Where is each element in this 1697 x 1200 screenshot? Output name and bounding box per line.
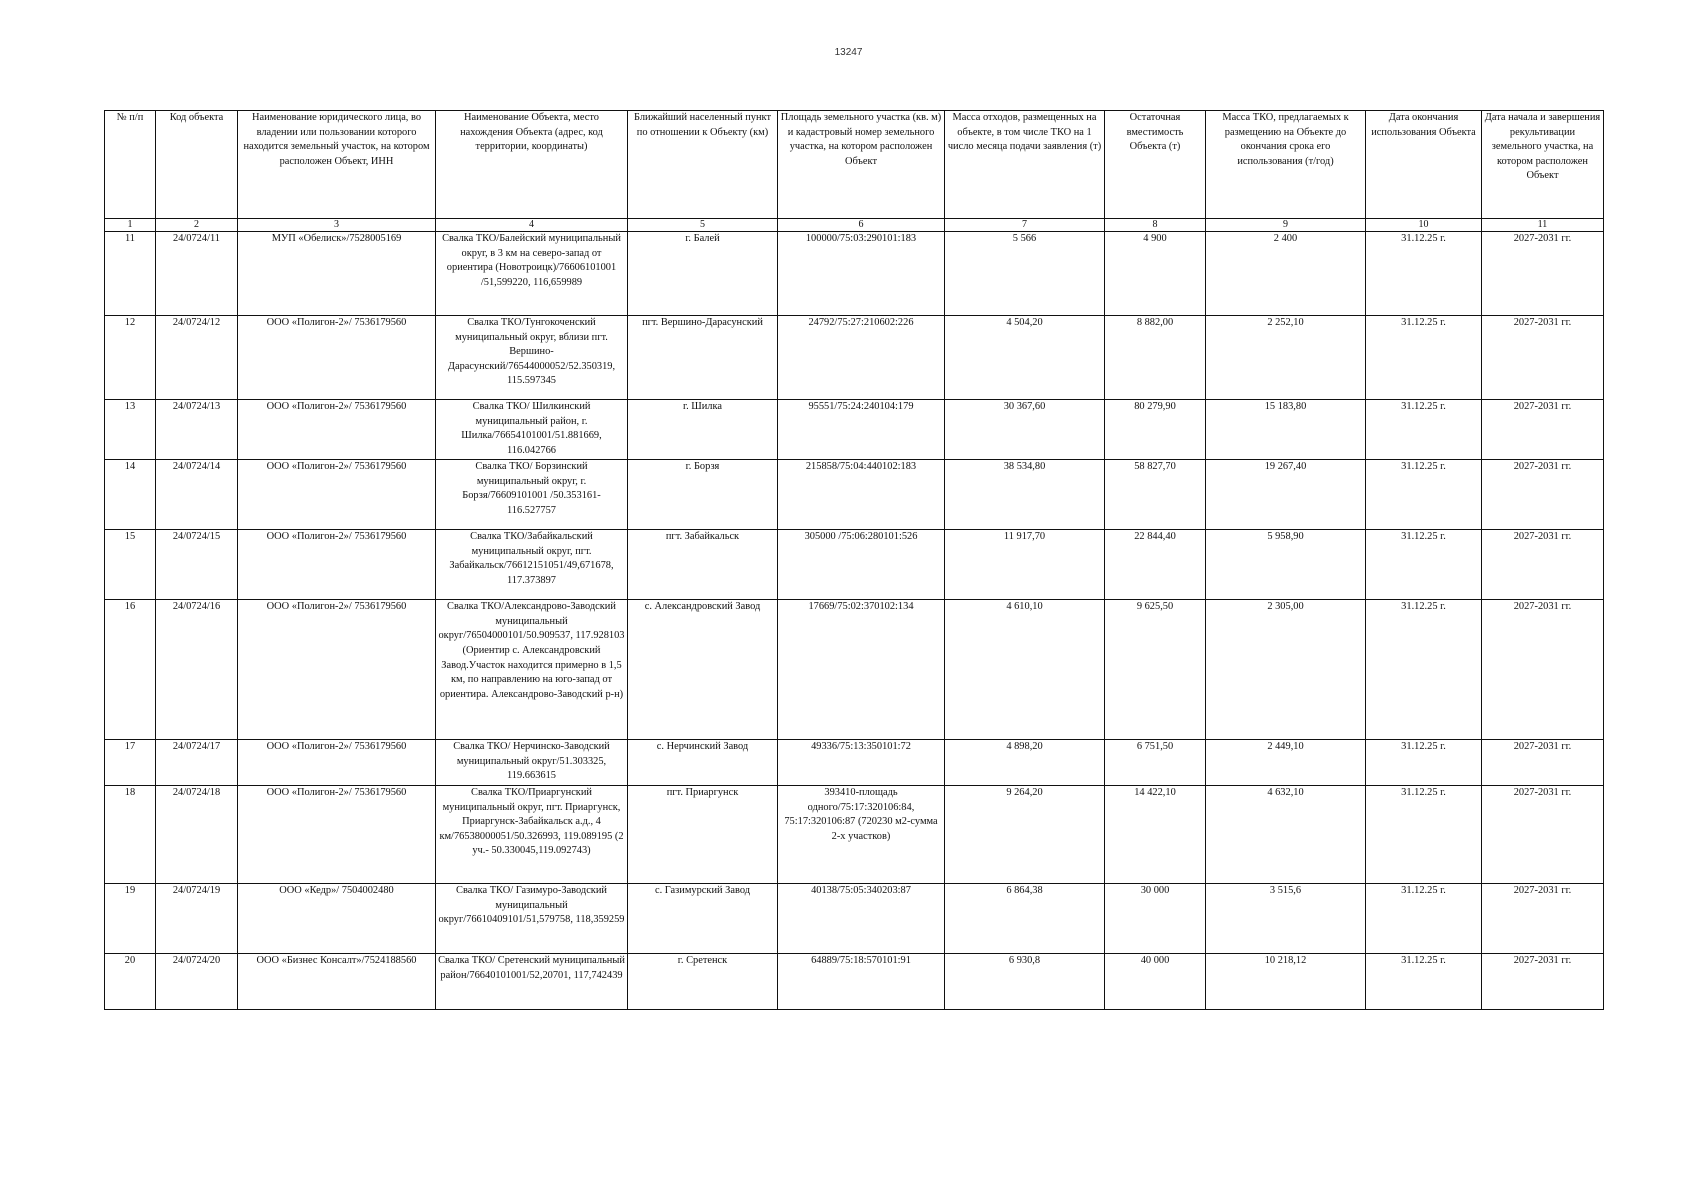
table-cell: ООО «Полигон-2»/ 7536179560 [238, 530, 436, 600]
table-cell: 31.12.25 г. [1366, 530, 1482, 600]
table-cell: ООО «Полигон-2»/ 7536179560 [238, 400, 436, 460]
table-cell: 24/0724/15 [156, 530, 238, 600]
table-cell: 17 [105, 740, 156, 786]
table-cell: г. Борзя [628, 460, 778, 530]
landfill-registry-table [104, 110, 1604, 1010]
table-cell: ООО «Бизнес Консалт»/7524188560 [238, 953, 436, 1009]
column-number: 8 [1105, 219, 1206, 232]
table-row [105, 232, 1604, 316]
table-body [105, 232, 1604, 1010]
table-cell: 2027-2031 гг. [1482, 530, 1604, 600]
page-number: 13247 [834, 47, 863, 58]
table-cell: ООО «Полигон-2»/ 7536179560 [238, 600, 436, 740]
table-cell: Свалка ТКО/ Нерчинско-Заводский муниципальный округ/51.303325, 119.663615 [436, 740, 628, 786]
table-cell: 6 751,50 [1105, 740, 1206, 786]
table-cell: 24/0724/17 [156, 740, 238, 786]
table-row [105, 883, 1604, 953]
table-header-row [105, 111, 1604, 219]
table-cell: 2027-2031 гг. [1482, 740, 1604, 786]
table-cell: с. Александровский Завод [628, 600, 778, 740]
table-cell: 3 515,6 [1206, 883, 1366, 953]
table-cell: 8 882,00 [1105, 316, 1206, 400]
table-cell: 2 400 [1206, 232, 1366, 316]
table-cell: 24/0724/12 [156, 316, 238, 400]
table-cell: 16 [105, 600, 156, 740]
table-cell: МУП «Обелиск»/7528005169 [238, 232, 436, 316]
table-cell: 10 218,12 [1206, 953, 1366, 1009]
table-row [105, 400, 1604, 460]
table-cell: 18 [105, 785, 156, 883]
table-cell: 2027-2031 гг. [1482, 316, 1604, 400]
column-header: Наименование Объекта, место нахождения Объекта (адрес, код территории, координаты) [436, 111, 628, 219]
column-number: 3 [238, 219, 436, 232]
table-cell: 6 930,8 [945, 953, 1105, 1009]
table-cell: 22 844,40 [1105, 530, 1206, 600]
table-cell: 6 864,38 [945, 883, 1105, 953]
table-cell: ООО «Кедр»/ 7504002480 [238, 883, 436, 953]
table-cell: 2027-2031 гг. [1482, 883, 1604, 953]
column-header: № п/п [105, 111, 156, 219]
table-cell: ООО «Полигон-2»/ 7536179560 [238, 316, 436, 400]
table-cell: 2027-2031 гг. [1482, 460, 1604, 530]
table-cell: Свалка ТКО/ Газимуро-Заводский муниципальный округ/76610409101/51,579758, 118,359259 [436, 883, 628, 953]
table-cell: 31.12.25 г. [1366, 785, 1482, 883]
table-cell: 9 625,50 [1105, 600, 1206, 740]
table-cell: 393410-площадь одного/75:17:320106:84, 75:17:320106:87 (720230 м2-сумма 2-х участков) [778, 785, 945, 883]
table-cell: 31.12.25 г. [1366, 232, 1482, 316]
table-cell: 24/0724/11 [156, 232, 238, 316]
table-cell: 2027-2031 гг. [1482, 785, 1604, 883]
table-cell: г. Сретенск [628, 953, 778, 1009]
table-cell: 58 827,70 [1105, 460, 1206, 530]
table-cell: Свалка ТКО/ Борзинский муниципальный округ, г. Борзя/76609101001 /50.353161-116.527757 [436, 460, 628, 530]
table-row [105, 460, 1604, 530]
table-cell: 19 [105, 883, 156, 953]
table-row [105, 785, 1604, 883]
table-cell: 80 279,90 [1105, 400, 1206, 460]
column-number: 1 [105, 219, 156, 232]
table-cell: 15 [105, 530, 156, 600]
table-cell: 19 267,40 [1206, 460, 1366, 530]
table-cell: 38 534,80 [945, 460, 1105, 530]
table-cell: 14 [105, 460, 156, 530]
column-header: Масса ТКО, предлагаемых к размещению на Объекте до окончания срока его использования (т/год) [1206, 111, 1366, 219]
table-cell: 31.12.25 г. [1366, 883, 1482, 953]
table-cell: Свалка ТКО/Тунгокоченский муниципальный округ, вблизи пгт. Вершино-Дарасунский/76544000052/52.350319, 115.597345 [436, 316, 628, 400]
table-row [105, 530, 1604, 600]
table-cell: 11 [105, 232, 156, 316]
table-cell: 24792/75:27:210602:226 [778, 316, 945, 400]
table-cell: 24/0724/13 [156, 400, 238, 460]
table-cell: 2027-2031 гг. [1482, 400, 1604, 460]
table-cell: 305000 /75:06:280101:526 [778, 530, 945, 600]
table-row [105, 316, 1604, 400]
table-cell: г. Балей [628, 232, 778, 316]
column-number: 10 [1366, 219, 1482, 232]
table-cell: 49336/75:13:350101:72 [778, 740, 945, 786]
column-header: Код объекта [156, 111, 238, 219]
table-cell: 14 422,10 [1105, 785, 1206, 883]
table-cell: 15 183,80 [1206, 400, 1366, 460]
column-number: 7 [945, 219, 1105, 232]
table-cell: 13 [105, 400, 156, 460]
table-cell: пгт. Приаргунск [628, 785, 778, 883]
column-header: Ближайший населенный пункт по отношении к Объекту (км) [628, 111, 778, 219]
table-cell: пгт. Забайкальск [628, 530, 778, 600]
table-cell: 24/0724/20 [156, 953, 238, 1009]
column-header: Площадь земельного участка (кв. м) и кадастровый номер земельного участка, на котором расположен Объект [778, 111, 945, 219]
table-cell: 40 000 [1105, 953, 1206, 1009]
table-cell: 24/0724/14 [156, 460, 238, 530]
table-cell: 4 610,10 [945, 600, 1105, 740]
table-row [105, 600, 1604, 740]
column-number: 5 [628, 219, 778, 232]
column-number: 11 [1482, 219, 1604, 232]
column-header: Дата начала и завершения рекультивации земельного участка, на котором расположен Объект [1482, 111, 1604, 219]
table-cell: 4 900 [1105, 232, 1206, 316]
table-cell: ООО «Полигон-2»/ 7536179560 [238, 460, 436, 530]
table-cell: 31.12.25 г. [1366, 460, 1482, 530]
column-header: Остаточная вместимость Объекта (т) [1105, 111, 1206, 219]
table-cell: 4 504,20 [945, 316, 1105, 400]
table-cell: 5 566 [945, 232, 1105, 316]
column-header: Дата окончания использования Объекта [1366, 111, 1482, 219]
column-number: 4 [436, 219, 628, 232]
table-cell: ООО «Полигон-2»/ 7536179560 [238, 785, 436, 883]
column-header: Масса отходов, размещенных на объекте, в том числе ТКО на 1 число месяца подачи заявления (т) [945, 111, 1105, 219]
table-cell: 40138/75:05:340203:87 [778, 883, 945, 953]
table-row [105, 953, 1604, 1009]
table-cell: 11 917,70 [945, 530, 1105, 600]
table-cell: 2027-2031 гг. [1482, 600, 1604, 740]
table-row [105, 740, 1604, 786]
table-cell: 100000/75:03:290101:183 [778, 232, 945, 316]
table-cell: 31.12.25 г. [1366, 600, 1482, 740]
column-number: 2 [156, 219, 238, 232]
table-cell: 20 [105, 953, 156, 1009]
table-cell: 24/0724/19 [156, 883, 238, 953]
table-cell: с. Газимурский Завод [628, 883, 778, 953]
table-cell: 2027-2031 гг. [1482, 953, 1604, 1009]
table-cell: 24/0724/18 [156, 785, 238, 883]
column-header: Наименование юридического лица, во владении или пользовании которого находится земельный участок, на котором расположен Объект, ИНН [238, 111, 436, 219]
table-cell: 30 000 [1105, 883, 1206, 953]
table-cell: 5 958,90 [1206, 530, 1366, 600]
table-cell: 2 252,10 [1206, 316, 1366, 400]
table-cell: 31.12.25 г. [1366, 953, 1482, 1009]
table-cell: Свалка ТКО/Забайкальский муниципальный округ, пгт. Забайкальск/76612151051/49,671678, 117.373897 [436, 530, 628, 600]
table-cell: 30 367,60 [945, 400, 1105, 460]
table-cell: 4 898,20 [945, 740, 1105, 786]
column-number-row [105, 219, 1604, 232]
table-cell: Свалка ТКО/Александрово-Заводский муниципальный округ/76504000101/50.909537, 117.928103 (Ориентир с. Александровский Завод.Участок находится примерно в 1,5 км, по направлению на юго-запад от ориентира. Александрово-Заводский р-н) [436, 600, 628, 740]
table-cell: 2 449,10 [1206, 740, 1366, 786]
table-cell: Свалка ТКО/Балейский муниципальный округ, в 3 км на северо-запад от ориентира (Новотроицк)/76606101001 /51,599220, 116,659989 [436, 232, 628, 316]
table-cell: Свалка ТКО/Приаргунский муниципальный округ, пгт. Приаргунск, Приаргунск-Забайкальск а.д., 4 км/76538000051/50.326993, 119.089195 (2 уч.- 50.330045,119.092743) [436, 785, 628, 883]
table-cell: пгт. Вершино-Дарасунский [628, 316, 778, 400]
table-cell: Свалка ТКО/ Сретенский муниципальный район/76640101001/52,20701, 117,742439 [436, 953, 628, 1009]
table-cell: 31.12.25 г. [1366, 740, 1482, 786]
table-cell: 31.12.25 г. [1366, 316, 1482, 400]
column-number: 6 [778, 219, 945, 232]
table-cell: 9 264,20 [945, 785, 1105, 883]
table-cell: с. Нерчинский Завод [628, 740, 778, 786]
table-cell: 17669/75:02:370102:134 [778, 600, 945, 740]
table-cell: 31.12.25 г. [1366, 400, 1482, 460]
table-cell: 64889/75:18:570101:91 [778, 953, 945, 1009]
table-cell: Свалка ТКО/ Шилкинский муниципальный район, г. Шилка/76654101001/51.881669, 116.042766 [436, 400, 628, 460]
table-cell: 2 305,00 [1206, 600, 1366, 740]
table-cell: 24/0724/16 [156, 600, 238, 740]
table-cell: 215858/75:04:440102:183 [778, 460, 945, 530]
table-cell: 95551/75:24:240104:179 [778, 400, 945, 460]
table-cell: г. Шилка [628, 400, 778, 460]
table-cell: 12 [105, 316, 156, 400]
table-cell: 2027-2031 гг. [1482, 232, 1604, 316]
table-cell: 4 632,10 [1206, 785, 1366, 883]
table-cell: ООО «Полигон-2»/ 7536179560 [238, 740, 436, 786]
column-number: 9 [1206, 219, 1366, 232]
